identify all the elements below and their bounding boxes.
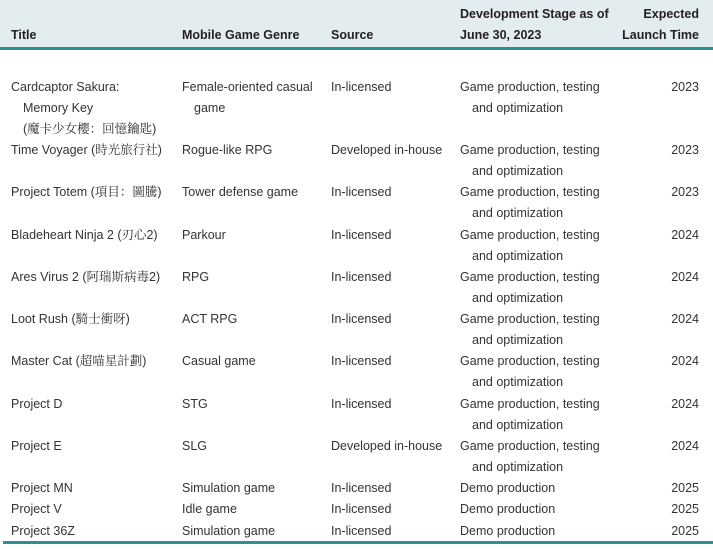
header-stage: Development Stage as of June 30, 2023 — [460, 7, 609, 42]
cell-source: In-licensed — [331, 481, 392, 495]
cell-launch: 2024 — [671, 354, 699, 368]
cell-genre: Rogue-like RPG — [182, 143, 273, 157]
cell-genre: RPG — [182, 270, 210, 284]
cell-launch: 2023 — [671, 80, 699, 94]
cell-genre: Tower defense game — [182, 185, 299, 199]
cell-title: Ares Virus 2 (阿瑞斯病毒2) — [11, 270, 161, 284]
header-launch: Expected Launch Time — [622, 7, 699, 42]
cell-launch: 2024 — [671, 228, 699, 242]
cell-stage: Game production, testing and optimization — [460, 312, 600, 347]
cell-stage: Game production, testing and optimization — [460, 270, 600, 305]
cell-title: Project Totem (項目：圖騰) — [11, 185, 162, 199]
cell-source: Developed in-house — [331, 439, 443, 453]
cell-stage: Game production, testing and optimization — [460, 143, 600, 178]
cell-title: Project V — [11, 502, 62, 516]
cell-title: Project D — [11, 397, 63, 411]
cell-genre: Parkour — [182, 228, 226, 242]
bottom-rule — [3, 541, 713, 544]
header-genre: Mobile Game Genre — [182, 28, 300, 42]
cell-source: In-licensed — [331, 354, 392, 368]
cell-stage: Game production, testing and optimization — [460, 397, 600, 432]
cell-source: In-licensed — [331, 185, 392, 199]
cell-title: Project 36Z — [11, 524, 75, 538]
table-header — [0, 0, 713, 50]
cell-stage: Demo production — [460, 524, 556, 538]
cell-launch: 2024 — [671, 312, 699, 326]
cell-launch: 2024 — [671, 439, 699, 453]
cell-stage: Demo production — [460, 502, 556, 516]
cell-source: In-licensed — [331, 80, 392, 94]
cell-source: In-licensed — [331, 312, 392, 326]
cell-stage: Game production, testing and optimization — [460, 354, 600, 389]
cell-genre: Casual game — [182, 354, 256, 368]
cell-launch: 2025 — [671, 502, 699, 516]
cell-genre: Simulation game — [182, 524, 276, 538]
cell-source: In-licensed — [331, 502, 392, 516]
cell-source: In-licensed — [331, 228, 392, 242]
cell-stage: Game production, testing and optimization — [460, 439, 600, 474]
cell-genre: Idle game — [182, 502, 237, 516]
cell-title: Master Cat (超喵星計劃) — [11, 354, 147, 368]
cell-genre: Simulation game — [182, 481, 276, 495]
cell-title: Cardcaptor Sakura: Memory Key (魔卡少女櫻：回憶鑰匙) — [11, 80, 157, 136]
cell-source: Developed in-house — [331, 143, 443, 157]
header-title: Title — [11, 28, 37, 42]
cell-source: In-licensed — [331, 270, 392, 284]
cell-title: Project MN — [11, 481, 73, 495]
cell-launch: 2025 — [671, 481, 699, 495]
cell-source: In-licensed — [331, 524, 392, 538]
cell-stage: Game production, testing and optimization — [460, 80, 600, 115]
cell-source: In-licensed — [331, 397, 392, 411]
cell-stage: Demo production — [460, 481, 556, 495]
cell-launch: 2024 — [671, 397, 699, 411]
cell-genre: ACT RPG — [182, 312, 238, 326]
cell-title: Loot Rush (騎士衝呀) — [11, 312, 130, 326]
cell-title: Time Voyager (時光旅行社) — [11, 143, 162, 157]
cell-genre: SLG — [182, 439, 208, 453]
cell-title: Project E — [11, 439, 62, 453]
header-source: Source — [331, 28, 374, 42]
cell-stage: Game production, testing and optimization — [460, 228, 600, 263]
cell-launch: 2025 — [671, 524, 699, 538]
cell-stage: Game production, testing and optimization — [460, 185, 600, 220]
cell-launch: 2024 — [671, 270, 699, 284]
cell-launch: 2023 — [671, 143, 699, 157]
cell-genre: STG — [182, 397, 208, 411]
cell-genre: Female-oriented casual game — [182, 80, 313, 115]
cell-launch: 2023 — [671, 185, 699, 199]
cell-title: Bladeheart Ninja 2 (刃心2) — [11, 228, 158, 242]
